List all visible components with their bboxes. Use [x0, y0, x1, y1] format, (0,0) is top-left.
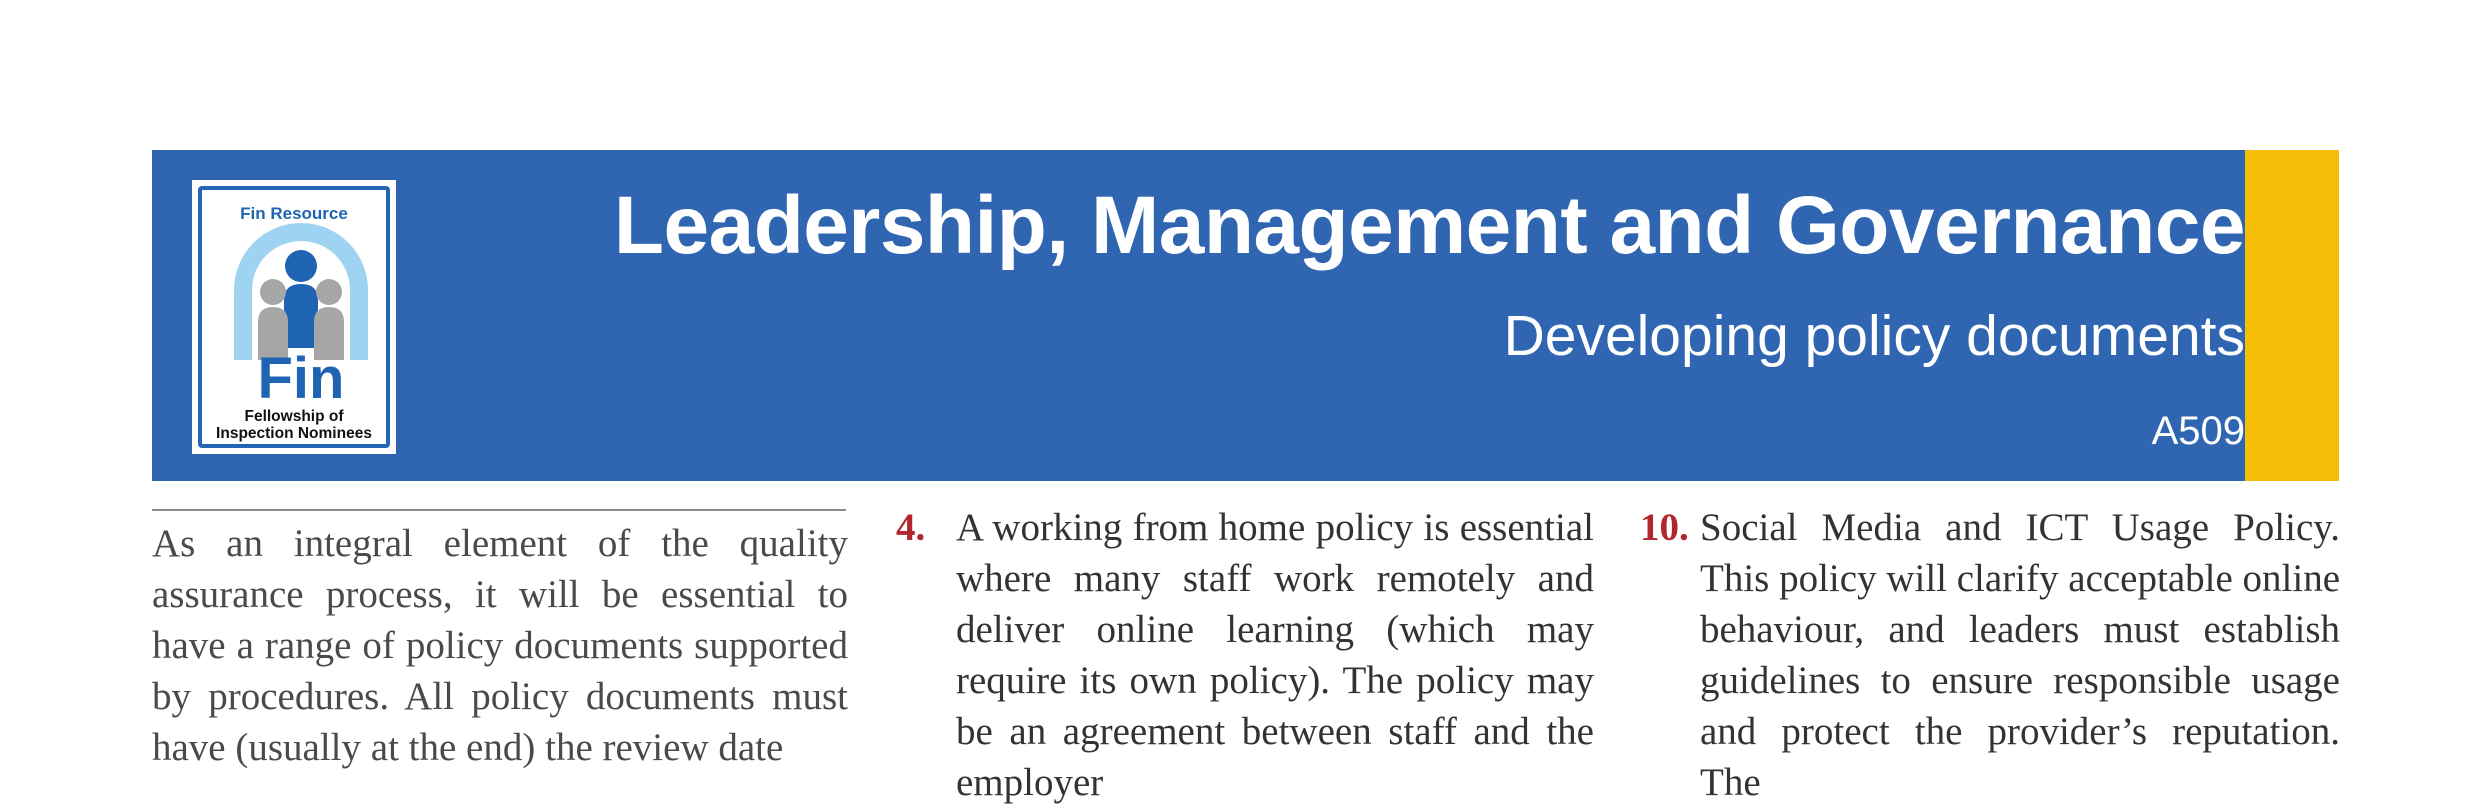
page-subtitle: Developing policy documents	[1503, 304, 2245, 368]
column-rule	[152, 509, 846, 511]
list-number-10: 10.	[1640, 506, 1689, 549]
list-item-4-text: A working from home policy is essential where many staff work remotely and deliver online learning (which may require its own policy). The policy may be an agreement between staff and the employer	[956, 506, 1594, 804]
header-accent-bar	[2245, 150, 2339, 481]
people-arch-icon	[226, 230, 376, 411]
list-number-4: 4.	[896, 506, 926, 549]
list-item-10-text: Social Media and ICT Usage Policy. This policy will clarify acceptable online behaviour, and leaders must establish guidelines to ensure responsible usage and protect the provider’s reputation. The	[1700, 506, 2341, 804]
logo-caption-top: Fin Resource	[240, 204, 348, 223]
logo-caption-line1: Fellowship of	[244, 408, 344, 425]
logo-caption-bottom	[202, 408, 386, 442]
document-code: A509	[2151, 409, 2245, 453]
logo-wordmark: Fin	[257, 346, 345, 411]
page-title: Leadership, Management and Governance	[613, 180, 2245, 271]
logo-caption-line2: Inspection Nominees	[216, 425, 372, 442]
logo-frame	[198, 186, 390, 448]
fin-logo	[190, 178, 398, 456]
intro-paragraph: As an integral element of the quality assurance process, it will be essential to have a range of policy documents supported by procedures. All policy documents must have (usually at the end) the review date	[152, 522, 848, 769]
